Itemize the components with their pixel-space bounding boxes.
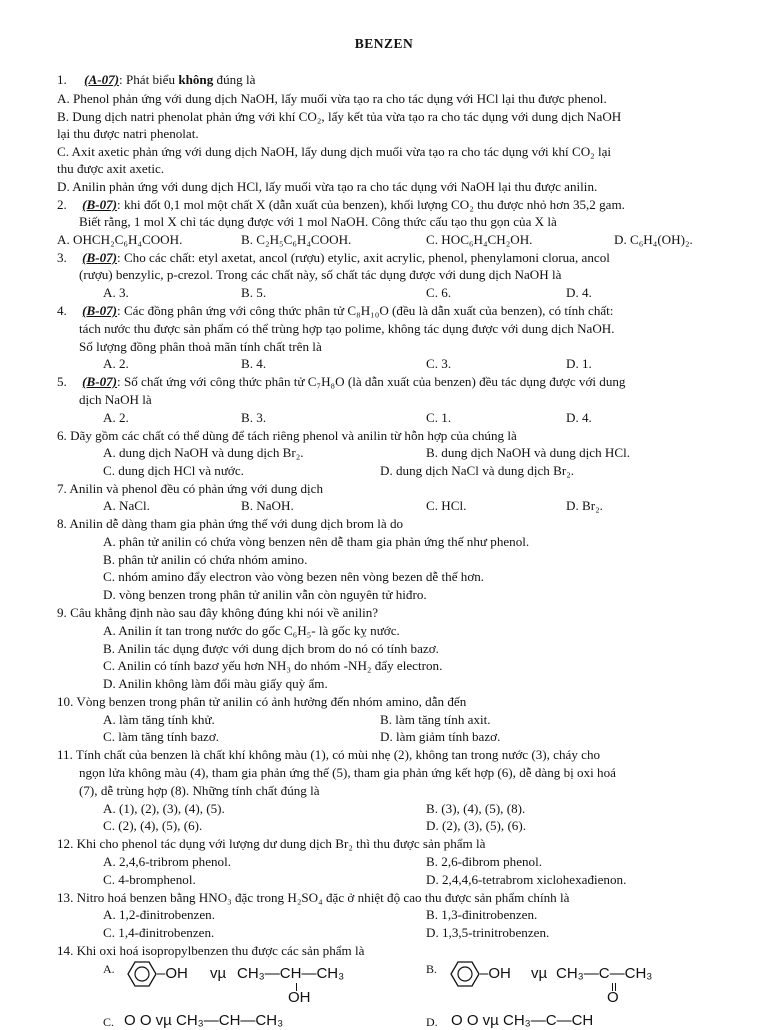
and-connector: vµ xyxy=(210,965,227,982)
option-d: D. Br₂. xyxy=(566,498,603,513)
option-d-structure: O O vµ CH₃—C—CH xyxy=(451,1012,594,1029)
question-2-stem xyxy=(57,197,625,213)
question-3-stem-cont: (rượu) benzylic, p-crezol. Trong các chất này, số chất tác dụng được với dung dịch NaOH là xyxy=(79,267,562,282)
question-11-stem-cont: ngọn lửa không màu (4), tham gia phản ứng thế (5), tham gia phản ứng kết hợp (6), dễ dàng bị oxi hoá xyxy=(79,765,616,780)
option-d: D. làm giảm tính bazơ. xyxy=(380,729,501,744)
option-d: D. 4. xyxy=(566,410,592,425)
option-a: A. Phenol phản ứng với dung dịch NaOH, lấy muối vừa tạo ra cho tác dụng với HCl lại thu được phenol. xyxy=(57,91,607,106)
option-b: B. Dung dịch natri phenolat phản ứng với khí CO₂, lấy kết tủa vừa tạo ra cho tác dụng với dung dịch NaOH xyxy=(57,109,622,124)
option-d: D. Anilin phản ứng với dung dịch HCl, lấy muối vừa tạo ra cho tác dụng với NaOH lại thu được anilin. xyxy=(57,179,598,194)
source-tag: (B-07) xyxy=(82,303,118,318)
option-b: B. dung dịch NaOH và dung dịch HCl. xyxy=(426,445,631,460)
option-d: D. (2), (3), (5), (6). xyxy=(426,818,526,833)
option-a: A. Anilin ít tan trong nước do gốc C₆H₅- là gốc kỵ nước. xyxy=(103,623,400,638)
option-a-label: A. xyxy=(103,962,115,976)
hydroxyl-sub: OH xyxy=(288,989,311,1006)
source-tag: (B-07) xyxy=(82,197,118,212)
option-b: B. 2,6-đibrom phenol. xyxy=(426,854,543,869)
question-number: 4. xyxy=(57,303,67,318)
option-a: A. 2,4,6-tribrom phenol. xyxy=(103,854,232,869)
question-4-stem xyxy=(57,303,613,319)
option-b-label: B. xyxy=(426,962,438,976)
option-c-cont: thu được axit axetic. xyxy=(57,161,165,176)
question-13-stem: 13. Nitro hoá benzen bằng HNO₃ đặc trong H₂SO₄ đặc ở nhiệt độ cao thu được sản phẩm chính là xyxy=(57,890,570,905)
option-d: D. dung dịch NaCl và dung dịch Br₂. xyxy=(380,463,575,478)
option-b: B. Anilin tác dụng được với dung dịch brom do nó có tính bazơ. xyxy=(103,641,439,656)
source-tag: (B-07) xyxy=(82,374,118,389)
option-c: C. 4-bromphenol. xyxy=(103,872,196,887)
option-d-label: D. xyxy=(426,1015,438,1029)
question-11-stem-cont: (7), dễ trùng hợp (8). Những tính chất đúng là xyxy=(79,783,320,798)
hydroxyl-group: –OH xyxy=(157,965,188,982)
option-c: C. dung dịch HCl và nước. xyxy=(103,463,244,478)
option-a: A. 1,2-đinitrobenzen. xyxy=(103,907,215,922)
source-tag: (B-07) xyxy=(82,250,118,265)
option-c: C. (2), (4), (5), (6). xyxy=(103,818,203,833)
option-b: B. 4. xyxy=(241,356,267,371)
question-number: 3. xyxy=(57,250,67,265)
stem-text: : Các đồng phân ứng với công thức phân tử C₈H₁₀O (đều là dẫn xuất của benzen), có tính chất: xyxy=(117,303,614,318)
option-d: D. 1. xyxy=(566,356,592,371)
option-b: B. làm tăng tính axit. xyxy=(380,712,491,727)
option-c: C. HOC₆H₄CH₂OH. xyxy=(426,232,533,247)
carbonyl-oxygen: O xyxy=(607,989,619,1006)
option-b: B. 5. xyxy=(241,285,267,300)
option-a: A. 2. xyxy=(103,356,129,371)
stem-text: : khi đốt 0,1 mol một chất X (dẫn xuất của benzen), khối lượng CO₂ thu được nhỏ hơn 35,2 gam. xyxy=(117,197,625,212)
option-d: D. C₆H₄(OH)₂. xyxy=(614,232,693,247)
question-10-stem: 10. Vòng benzen trong phân tử anilin có ảnh hưởng đến nhóm amino, dẫn đến xyxy=(57,694,467,709)
question-5-stem xyxy=(57,374,625,390)
question-5-stem-cont: dịch NaOH là xyxy=(79,392,152,407)
question-number: 5. xyxy=(57,374,67,389)
option-c: C. Axit axetic phản ứng với dung dịch NaOH, lấy dung dịch muối vừa tạo ra cho tác dụng với khí CO₂ lại xyxy=(57,144,612,159)
option-d: D. Anilin không làm đổi màu giấy quỳ ẩm. xyxy=(103,676,328,691)
question-6-stem: 6. Dãy gồm các chất có thể dùng để tách riêng phenol và anilin từ hỗn hợp của chúng là xyxy=(57,428,517,443)
option-b: B. (3), (4), (5), (8). xyxy=(426,801,526,816)
question-4-stem-cont: tách nước thu được sản phẩm có thể trùng hợp tạo polime, không tác dụng được với dung dịch NaOH. xyxy=(79,321,615,336)
stem-text: đúng là xyxy=(213,72,256,87)
question-number: 2. xyxy=(57,197,67,212)
option-d: D. 4. xyxy=(566,285,592,300)
question-3-stem xyxy=(57,250,610,266)
option-c: C. 1,4-đinitrobenzen. xyxy=(103,925,215,940)
question-7-stem: 7. Anilin và phenol đều có phản ứng với dung dịch xyxy=(57,481,324,496)
question-8-stem: 8. Anilin dễ dàng tham gia phản ứng thế với dung dịch brom là do xyxy=(57,516,404,531)
option-c: C. HCl. xyxy=(426,498,467,513)
option-a: A. 3. xyxy=(103,285,129,300)
option-c: C. 3. xyxy=(426,356,452,371)
source-tag: (A-07) xyxy=(84,72,120,87)
option-b: B. 1,3-đinitrobenzen. xyxy=(426,907,538,922)
stem-text: : Số chất ứng với công thức phân tử C₇H₈O (là dẫn xuất của benzen) đều tác dụng được với dung xyxy=(117,374,626,389)
and-connector: vµ xyxy=(531,965,548,982)
benzene-ring-icon xyxy=(127,960,157,988)
question-9-stem: 9. Câu khẳng định nào sau đây không đúng khi nói về anilin? xyxy=(57,605,379,620)
option-b: B. NaOH. xyxy=(241,498,294,513)
hydroxyl-group: –OH xyxy=(480,965,511,982)
isopropanol-chain: CH₃—CH—CH₃ xyxy=(237,965,345,982)
option-d: D. 2,4,4,6-tetrabrom xiclohexađienon. xyxy=(426,872,627,887)
option-a: A. dung dịch NaOH và dung dịch Br₂. xyxy=(103,445,304,460)
option-c: C. 6. xyxy=(426,285,452,300)
question-14-stem: 14. Khi oxi hoá isopropylbenzen thu được các sản phẩm là xyxy=(57,943,365,958)
option-c: C. làm tăng tính bazơ. xyxy=(103,729,220,744)
question-1-stem xyxy=(57,72,255,88)
option-a: A. làm tăng tính khử. xyxy=(103,712,215,727)
option-d: D. 1,3,5-trinitrobenzen. xyxy=(426,925,550,940)
option-a: A. 2. xyxy=(103,410,129,425)
stem-text: : Phát biểu xyxy=(119,72,179,87)
question-2-stem-cont: Biết rằng, 1 mol X chỉ tác dụng được với 1 mol NaOH. Công thức cấu tạo thu gọn của X là xyxy=(79,214,557,229)
option-d: D. vòng benzen trong phân tử anilin vẫn còn nguyên tử hiđro. xyxy=(103,587,427,602)
option-c-structure: O O vµ CH₃—CH—CH₃ xyxy=(124,1012,284,1029)
acetone-chain: CH₃—C—CH₃ xyxy=(556,965,653,982)
question-4-stem-cont: Số lượng đồng phân thoả mãn tính chất trên là xyxy=(79,339,322,354)
option-b-cont: lại thu được natri phenolat. xyxy=(57,126,199,141)
option-c-label: C. xyxy=(103,1015,115,1029)
question-number: 1. xyxy=(57,72,67,87)
stem-text: : Cho các chất: etyl axetat, ancol (rượu) etylic, axit acrylic, phenol, phenylamoni clorua, ancol xyxy=(117,250,610,265)
option-a: A. OHCH₂C₆H₄COOH. xyxy=(57,232,183,247)
question-12-stem: 12. Khi cho phenol tác dụng với lượng dư dung dịch Br₂ thì thu được sản phẩm là xyxy=(57,836,486,851)
option-a: A. NaCl. xyxy=(103,498,150,513)
option-b: B. phân tử anilin có chứa nhóm amino. xyxy=(103,552,308,567)
option-c: C. Anilin có tính bazơ yếu hơn NH₃ do nhóm -NH₂ đẩy electron. xyxy=(103,658,443,673)
option-b: B. 3. xyxy=(241,410,267,425)
option-a: A. phân tử anilin có chứa vòng benzen nên dễ tham gia phản ứng thế như phenol. xyxy=(103,534,530,549)
stem-emphasis: không xyxy=(178,72,214,87)
option-c: C. 1. xyxy=(426,410,452,425)
option-c: C. nhóm amino đẩy electron vào vòng bezen nên vòng bezen dễ thế hơn. xyxy=(103,569,485,584)
benzene-ring-icon xyxy=(450,960,480,988)
page-title: BENZEN xyxy=(354,36,414,51)
option-a: A. (1), (2), (3), (4), (5). xyxy=(103,801,225,816)
option-b: B. C₂H₅C₆H₄COOH. xyxy=(241,232,352,247)
question-11-stem: 11. Tính chất của benzen là chất khí không màu (1), có mùi nhẹ (2), không tan trong nước (3), cháy cho xyxy=(57,747,601,762)
